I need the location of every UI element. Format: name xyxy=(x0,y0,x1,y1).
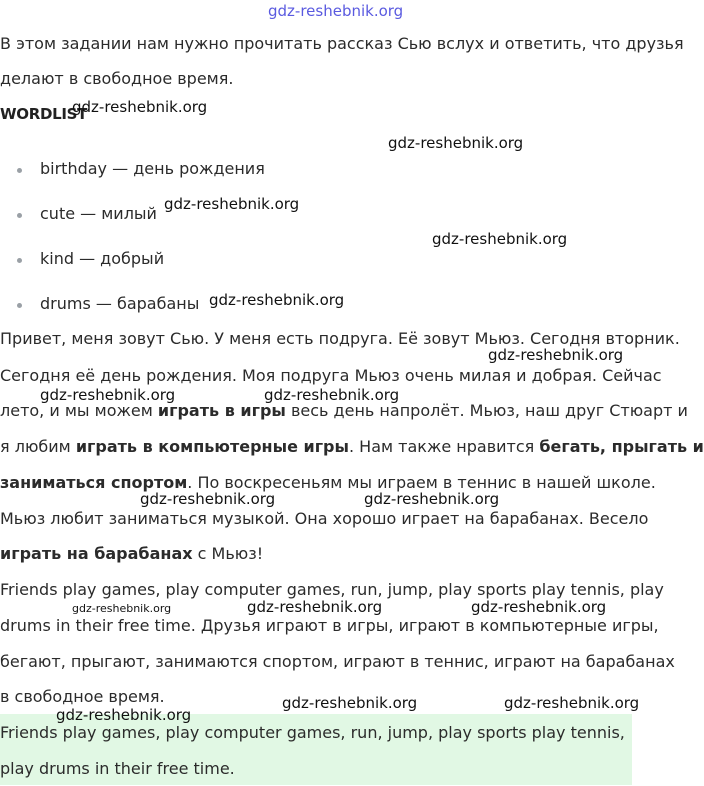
watermark: gdz-reshebnik.org xyxy=(72,602,172,615)
watermark: gdz-reshebnik.org xyxy=(56,706,192,724)
answer-line-2: drums in their free time. Друзья играют в игры, играют в компьютерные игры, xyxy=(0,616,659,635)
wordlist-item: kind — добрый xyxy=(40,249,165,268)
phrase-play-games: играть в игры xyxy=(157,401,286,420)
story-line-7: играть на барабанах с Мьюз! xyxy=(0,544,264,563)
watermark: gdz-reshebnik.org xyxy=(504,694,640,712)
watermark: gdz-reshebnik.org xyxy=(209,291,345,309)
watermark: gdz-reshebnik.org xyxy=(471,598,607,616)
phrase-play-computer-games: играть в компьютерные игры xyxy=(75,437,349,456)
highlighted-answer-line-1: Friends play games, play computer games, run, jump, play sports play tennis, xyxy=(0,723,625,742)
watermark: gdz-reshebnik.org xyxy=(164,195,300,213)
wordlist-item: drums — барабаны xyxy=(40,294,200,313)
answer-line-1: Friends play games, play computer games, run, jump, play sports play tennis, play xyxy=(0,580,664,599)
watermark: gdz-reshebnik.org xyxy=(140,490,276,508)
story-line-5: заниматься спортом. По воскресеньям мы играем в теннис в нашей школе. xyxy=(0,473,656,492)
answer-line-4: в свободное время. xyxy=(0,687,165,706)
watermark: gdz-reshebnik.org xyxy=(364,490,500,508)
watermark: gdz-reshebnik.org xyxy=(432,230,568,248)
watermark: gdz-reshebnik.org xyxy=(282,694,418,712)
wordlist-title: WORDLIST xyxy=(0,105,88,123)
watermark: gdz-reshebnik.org xyxy=(488,346,624,364)
watermark: gdz-reshebnik.org xyxy=(264,386,400,404)
story-line-1: Привет, меня зовут Сью. У меня есть подруга. Её зовут Мьюз. Сегодня вторник. xyxy=(0,329,680,348)
wordlist-item: birthday — день рождения xyxy=(40,159,265,178)
phrase-run-jump: бегать, прыгать и xyxy=(539,437,704,456)
story-line-6: Мьюз любит заниматься музыкой. Она хорошо играет на барабанах. Весело xyxy=(0,509,649,528)
intro-line-2: делают в свободное время. xyxy=(0,69,234,88)
highlighted-answer-line-2: play drums in their free time. xyxy=(0,759,235,778)
story-line-3: лето, и мы можем играть в игры весь день напролёт. Мьюз, наш друг Стюарт и xyxy=(0,401,688,420)
story-line-2: Сегодня её день рождения. Моя подруга Мьюз очень милая и добрая. Сейчас xyxy=(0,366,662,385)
bullet-icon xyxy=(17,303,22,308)
watermark-top: gdz-reshebnik.org xyxy=(268,2,404,20)
watermark: gdz-reshebnik.org xyxy=(247,598,383,616)
wordlist-item: cute — милый xyxy=(40,204,157,223)
answer-line-3: бегают, прыгают, занимаются спортом, играют в теннис, играют на барабанах xyxy=(0,652,675,671)
intro-line-1: В этом задании нам нужно прочитать рассказ Сью вслух и ответить, что друзья xyxy=(0,34,684,53)
bullet-icon xyxy=(17,213,22,218)
watermark: gdz-reshebnik.org xyxy=(40,386,176,404)
phrase-do-sports: заниматься спортом xyxy=(0,473,188,492)
bullet-icon xyxy=(17,168,22,173)
phrase-play-drums: играть на барабанах xyxy=(0,544,193,563)
watermark: gdz-reshebnik.org xyxy=(388,134,524,152)
watermark: gdz-reshebnik.org xyxy=(72,98,208,116)
bullet-icon xyxy=(17,258,22,263)
story-line-4: я любим играть в компьютерные игры. Нам также нравится бегать, прыгать и xyxy=(0,437,704,456)
